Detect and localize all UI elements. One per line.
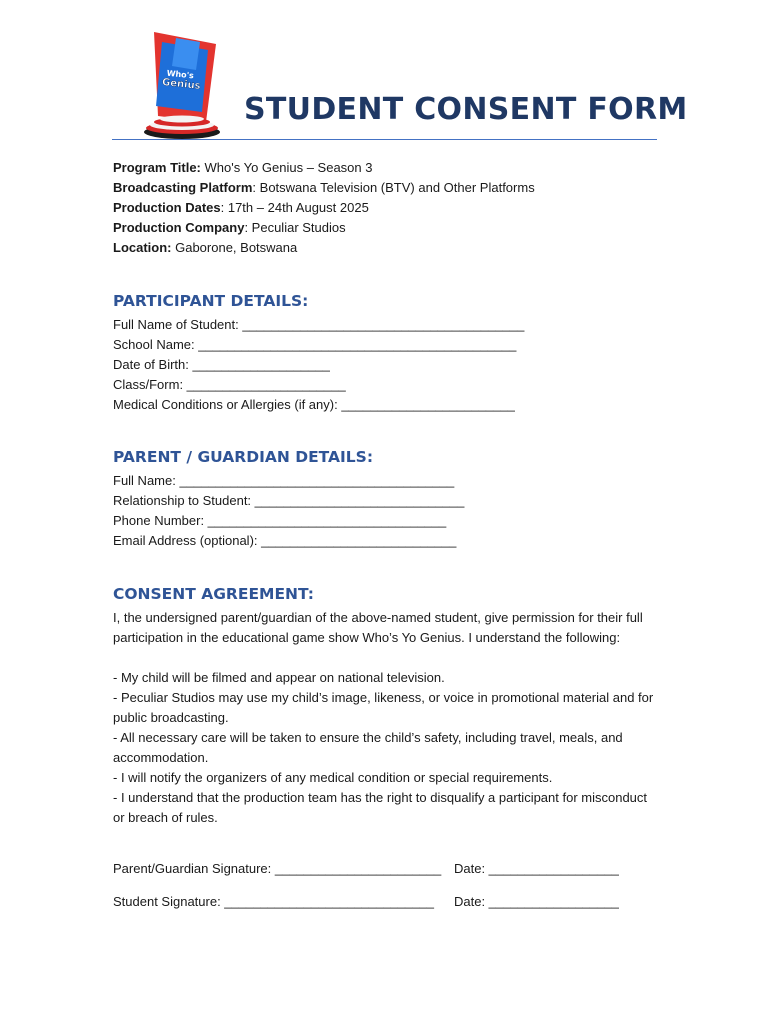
date-of-birth-field[interactable]: Date of Birth: ___________________ <box>113 357 330 372</box>
production-dates-row <box>113 198 535 218</box>
consent-item: - I will notify the organizers of any medical condition or special requirements. <box>113 770 553 785</box>
medical-conditions-field[interactable]: Medical Conditions or Allergies (if any): ________________________ <box>113 397 515 412</box>
guardian-signature-field[interactable]: Parent/Guardian Signature: _______________________ <box>113 861 442 876</box>
guardian-heading: PARENT / GUARDIAN DETAILS: <box>113 448 374 466</box>
info-label: Location: <box>113 240 172 255</box>
info-value: Gaborone, Botswana <box>171 240 298 255</box>
info-value: : Botswana Television (BTV) and Other Platforms <box>252 180 535 195</box>
student-signature-field[interactable]: Student Signature: _____________________________ <box>113 894 434 909</box>
program-title-row <box>113 158 535 178</box>
form-title: STUDENT CONSENT FORM <box>244 92 688 127</box>
info-label: Production Company <box>113 220 245 235</box>
phone-number-field[interactable]: Phone Number: _________________________________ <box>113 513 447 528</box>
student-signature-row <box>113 894 619 909</box>
info-label: Program Title: <box>113 160 201 175</box>
production-company-row <box>113 218 535 238</box>
spacer <box>113 648 658 668</box>
info-value: : Peculiar Studios <box>244 220 346 235</box>
info-label: Production Dates <box>113 200 221 215</box>
consent-item: - All necessary care will be taken to ensure the child’s safety, including travel, meals, and accommodation. <box>113 730 623 765</box>
participant-heading: PARTICIPANT DETAILS: <box>113 292 309 310</box>
info-value: Who's Yo Genius – Season 3 <box>200 160 373 175</box>
svg-text:Genius: Genius <box>161 77 202 93</box>
info-value: : 17th – 24th August 2025 <box>220 200 369 215</box>
broadcast-platform-row <box>113 178 535 198</box>
consent-item: - Peculiar Studios may use my child’s image, likeness, or voice in promotional material and for public broadcasting. <box>113 690 654 725</box>
consent-intro: I, the undersigned parent/guardian of the above-named student, give permission for their full participation in the educational game show Who’s Yo Genius. I understand the following: <box>113 610 643 645</box>
location-row <box>113 238 535 258</box>
guardian-signature-row <box>113 861 619 876</box>
whos-yo-genius-logo <box>140 30 224 140</box>
info-label: Broadcasting Platform <box>113 180 253 195</box>
consent-section <box>113 584 658 828</box>
email-address-field[interactable]: Email Address (optional): ___________________________ <box>113 533 457 548</box>
class-form-field[interactable]: Class/Form: ______________________ <box>113 377 346 392</box>
consent-heading: CONSENT AGREEMENT: <box>113 585 314 603</box>
svg-text:Who's: Who's <box>166 68 195 81</box>
guardian-date-field[interactable]: Date: __________________ <box>454 861 619 876</box>
school-name-field[interactable]: School Name: ____________________________________________ <box>113 337 517 352</box>
relationship-field[interactable]: Relationship to Student: _____________________________ <box>113 493 465 508</box>
consent-item: - I understand that the production team has the right to disqualify a participant for misconduct or breach of rules. <box>113 790 648 825</box>
title-underline <box>112 139 657 140</box>
student-date-field[interactable]: Date: __________________ <box>454 894 619 909</box>
participant-section <box>113 291 658 415</box>
program-info <box>113 158 535 258</box>
guardian-full-name-field[interactable]: Full Name: ______________________________________ <box>113 473 455 488</box>
consent-item: - My child will be filmed and appear on national television. <box>113 670 445 685</box>
student-name-field[interactable]: Full Name of Student: _______________________________________ <box>113 317 525 332</box>
guardian-section <box>113 447 658 551</box>
